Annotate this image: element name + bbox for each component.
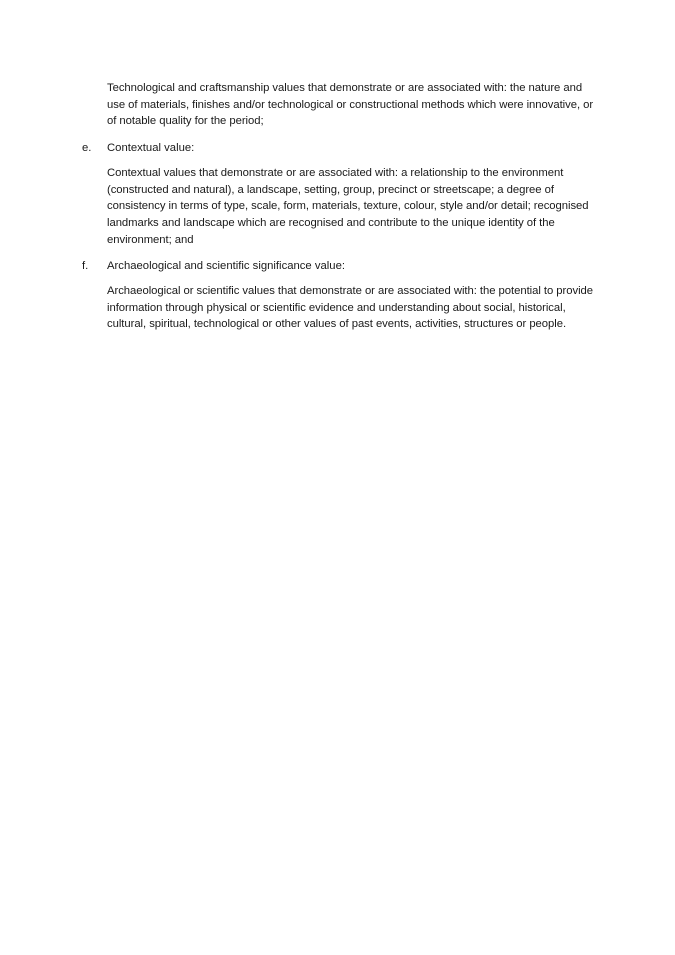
archaeological-values-paragraph: Archaeological or scientific values that demonstrate or are associated with: the potential to provide information through physical or scientific evidence and understanding about social, historical, cultural, spiritual, technological or other values of past events, activities, structures or people. [107, 285, 594, 331]
contextual-value-heading: Contextual value: [107, 142, 195, 154]
list-marker-e: e. [82, 142, 92, 154]
list-marker-f: f. [82, 260, 89, 272]
contextual-values-paragraph: Contextual values that demonstrate or are associated with: a relationship to the environment (constructed and natural), a landscape, setting, group, precinct or streetscape; a degree of consistency in terms of type, scale, form, materials, texture, colour, style and/or detail; recognised landmarks and landscape which are recognised and contribute to the unique identity of the environment; and [107, 167, 589, 246]
technological-values-paragraph: Technological and craftsmanship values that demonstrate or are associated with: the nature and use of materials, finishes and/or technological or constructional methods which were innovative, or of notable quality for the period; [107, 82, 594, 128]
archaeological-value-heading: Archaeological and scientific significance value: [107, 260, 345, 272]
